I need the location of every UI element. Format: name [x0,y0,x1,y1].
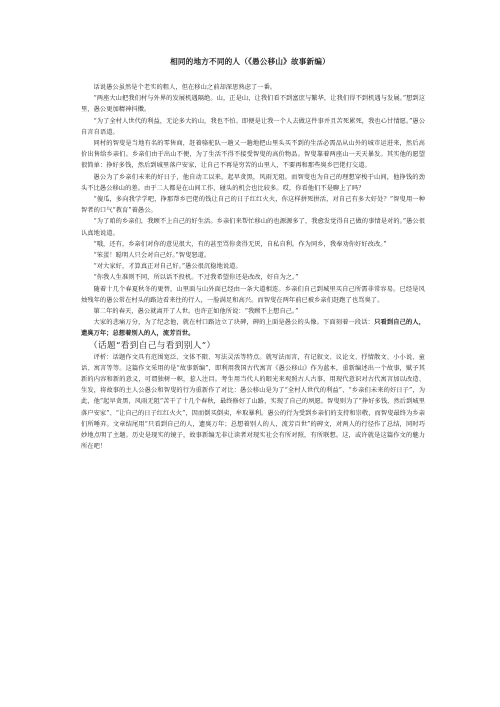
paragraph: “傻瓜，多向我学学吧，挣那帮乡巴佬的钱让自己的日子红红火火，你这样拼死拼活，对自己有多大好处？”智叟用一种智者的口气“教育”着愚公。 [81,196,425,215]
paragraph: 愚公为了乡亲们未来的好日子，他自动工以来，起早贪黑，风雨无阻。而智叟也为自己的理想穿梭于山间，他挣钱的劲头不比愚公移山的差。由于二人都是在山间工作，碰头的机会也比较多。哎，你看他们不是聊上了吗？ [81,173,425,192]
paragraph: “为了咱的乡亲们，我顾不上自己的好生活。乡亲们来帮忙移山的也源源多了，我愈发觉得自己做的事情是对的。”愚公很认真地说道。 [81,218,425,237]
paragraph: “笨蛋！聪明人只会对自己好。”智叟怒道。 [93,252,211,260]
inscription-text: 只看到自己的人，遗臭万年；总想着别人的人，流芳百世。 [81,319,425,338]
paragraph: “哦，还有，乡亲们对你的意见很大，有的甚至骂你贪得无厌，自私自利。作为同乡，我奉劝你好好改改。” [93,240,387,248]
document-title: 相同的地方不同的人（《愚公移山》故事新编） [170,57,330,66]
topic-line: （话题“看到自己与看到别人”） [89,340,216,351]
paragraph-inscription [81,317,425,339]
paragraph: “你我人生准则不同，所以话不投机。不过我希望你还是改改，好自为之。” [93,274,299,282]
document-body [81,82,425,453]
commentary-paragraph: 评析：话题作文具有范围宽泛、文体不限、写法灵活等特点。就写法而言，有记叙文、议论文、抒情散文、小小说、童话、寓言等等。这篇作文采用的是“故事新编”，即利用我国古代寓言《愚公移山》作为蓝本，重新编述出一个故事，赋予其新的内容和新的意义，可谓独树一帜，惹人注目。考生用当代人的眼光来观照古人古事，用现代意识对古代寓言加以改造、生发，将故事的主人公愚公和智叟的行为重新作了对比：愚公移山是为了“全村人世代的利益”、“乡亲们未来的好日子”，为此，他“起早贪黑，风雨无阻”苦干了十几个春秋，最终修好了山路，实现了自己的夙愿。智叟则为了“挣好多钱，然后到城里落户安家”、“让自己的日子红红火火”，因而倒买倒卖，牟取暴利。愚公的行为受到乡亲们的支持和崇敬，而智叟最终为乡亲们所唾弃。文章结尾用“只看到自己的人，遗臭万年；总想着别人的人，流芳百世”的碑文，对两人的行径作了总结，同时巧妙地点明了主题。历史是现实的镜子，故事新编无非让读者对现实社会有所对照，有所联想。这，或许就是这篇作文的魅力所在吧！ [81,353,425,451]
paragraph-inscription-intro: 大家的悲痛万分，为了纪念他，就在村口路边立了块碑，碑的上面是愚公的头像。下面刻着一段话： [93,319,375,327]
paragraph: “为了全村人世代的利益，无论多大的山，我也不怕。即便是让我一个人去做这件事并且苦死累死，我也心甘情愿。”愚公自言自语道。 [81,117,425,136]
paragraph: 第二年的春天，愚公就离开了人世。也许正如他所说：“我顾不上想自己。” [93,308,299,316]
paragraph: “两座大山把我们村与外界的发展机遇隔绝。山，正是山，让我们看不到富庶与繁华，让我们得不到机遇与发展。”想到这里，愚公更加精神抖擞。 [81,95,425,114]
paragraph: “对大家好，才算真正对自己好。”愚公很沉稳地说道。 [93,263,242,271]
paragraph: 话说愚公虽然是个老实的粗人，但在移山之前却深思熟虑了一番。 [93,84,277,91]
paragraph: 随着十几个春夏秋冬的更替，山里面与山外面已经由一条大道相连。乡亲们自己到城里买自己所需非常容易。已经是风烛残年的愚公常在村头的路边看来往的行人，一脸满足和高兴。而智叟在两年前已被乡亲们赶跑了也骂臭了。 [81,285,425,304]
paragraph: 同村的智叟是当地有名的零售商，赶着骆驼队一趟又一趟地把山里头买不到的生活必需品从山外的城市运进来，然后高价出售给乡亲们。乡亲们由于出山不便，为了生活不得不接受智叟的高价物品。智叟靠着两座山一天天暴发。其实他的愿望很简单：挣好多钱，然后到城里落户安家，让自己不再是穷苦的山里人，不要再和那些臭乡巴佬打交道。 [81,140,425,170]
